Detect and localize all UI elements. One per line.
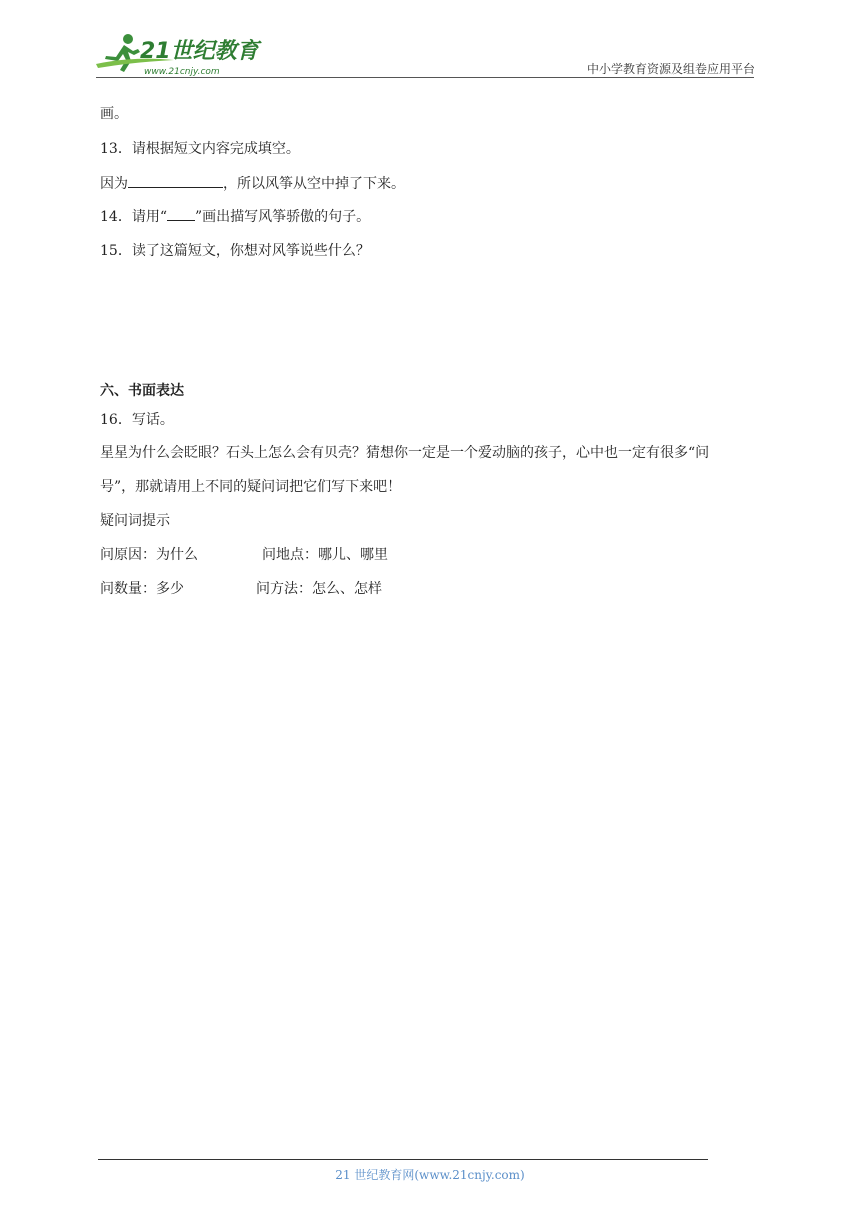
page-header [0, 0, 860, 80]
q14-underline-sample [167, 206, 195, 221]
text-line-hua: 画。 [100, 106, 128, 122]
header-divider [96, 77, 754, 78]
question-14 [100, 206, 370, 227]
svg-text:www.21cnjy.com: www.21cnjy.com [144, 67, 220, 77]
question-13-fill-blank [100, 173, 405, 194]
footer-site-text: 21 世纪教育网(www.21cnjy.com) [335, 1168, 525, 1182]
q14-suffix: ”画出描写风筝骄傲的句子。 [194, 209, 371, 225]
q16-paragraph-line-2: 号”，那就请用上不同的疑问词把它们写下来吧！ [100, 479, 402, 495]
hint-place: 问地点：哪儿、哪里 [262, 547, 388, 563]
header-platform-text: 中小学教育资源及组卷应用平台 [586, 62, 755, 76]
q14-prefix: 14．请用“ [100, 209, 167, 225]
hint-title: 疑问词提示 [100, 513, 170, 529]
question-13: 13．请根据短文内容完成填空。 [100, 141, 300, 157]
hint-quantity: 问数量：多少 [100, 581, 184, 597]
q13-suffix: ，所以风筝从空中掉了下来。 [223, 176, 405, 192]
question-15: 15．读了这篇短文，你想对风筝说些什么？ [100, 243, 370, 259]
hint-reason: 问原因：为什么 [100, 547, 198, 563]
section-heading-6: 六、书面表达 [100, 383, 184, 399]
hint-method: 问方法：怎么、怎样 [256, 581, 382, 597]
footer-divider [98, 1159, 708, 1160]
question-16: 16．写话。 [100, 412, 174, 428]
q16-paragraph-line-1: 星星为什么会眨眼？石头上怎么会有贝壳？猜想你一定是一个爱动脑的孩子，心中也一定有很多“问 [100, 445, 710, 461]
q13-answer-blank[interactable] [128, 173, 223, 188]
site-logo [94, 30, 264, 78]
q13-prefix: 因为 [100, 176, 128, 192]
svg-text:21世纪教育: 21世纪教育 [140, 39, 259, 64]
